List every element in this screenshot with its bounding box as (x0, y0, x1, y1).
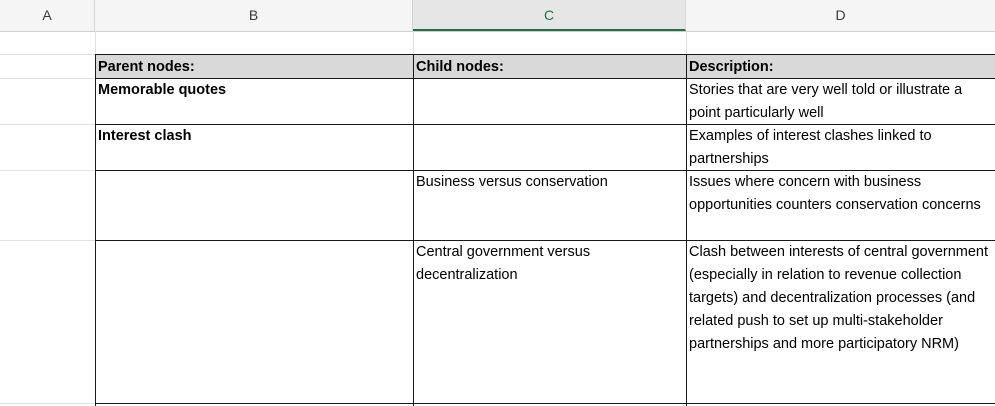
header-child-nodes[interactable]: Child nodes: (416, 59, 504, 75)
column-header-d[interactable]: D (835, 7, 846, 23)
row-1-parent[interactable]: Memorable quotes (98, 82, 227, 98)
row-4-description[interactable]: Clash between interests of central government (especially in relation to revenue collection targets) and decentralization processes (and related push to set up multi-stakeholder partnerships and more participatory NRM) (689, 244, 989, 352)
row-4-child[interactable]: Central government versus decentralization (416, 244, 591, 283)
column-header-c[interactable]: C (413, 0, 686, 31)
row-2-description[interactable]: Examples of interest clashes linked to partnerships (689, 128, 932, 167)
header-parent-nodes[interactable]: Parent nodes: (98, 59, 195, 75)
row-3-child[interactable]: Business versus conservation (416, 174, 608, 190)
row-2-parent[interactable]: Interest clash (98, 128, 192, 144)
row-3-description[interactable]: Issues where concern with business opportunities counters conservation concerns (689, 174, 981, 213)
column-header-bar (0, 0, 995, 32)
column-header-a[interactable]: A (0, 0, 95, 31)
column-header-b[interactable]: B (95, 0, 413, 31)
row-1-description[interactable]: Stories that are very well told or illustrate a point particularly well (689, 82, 963, 121)
header-description[interactable]: Description: (689, 59, 774, 75)
